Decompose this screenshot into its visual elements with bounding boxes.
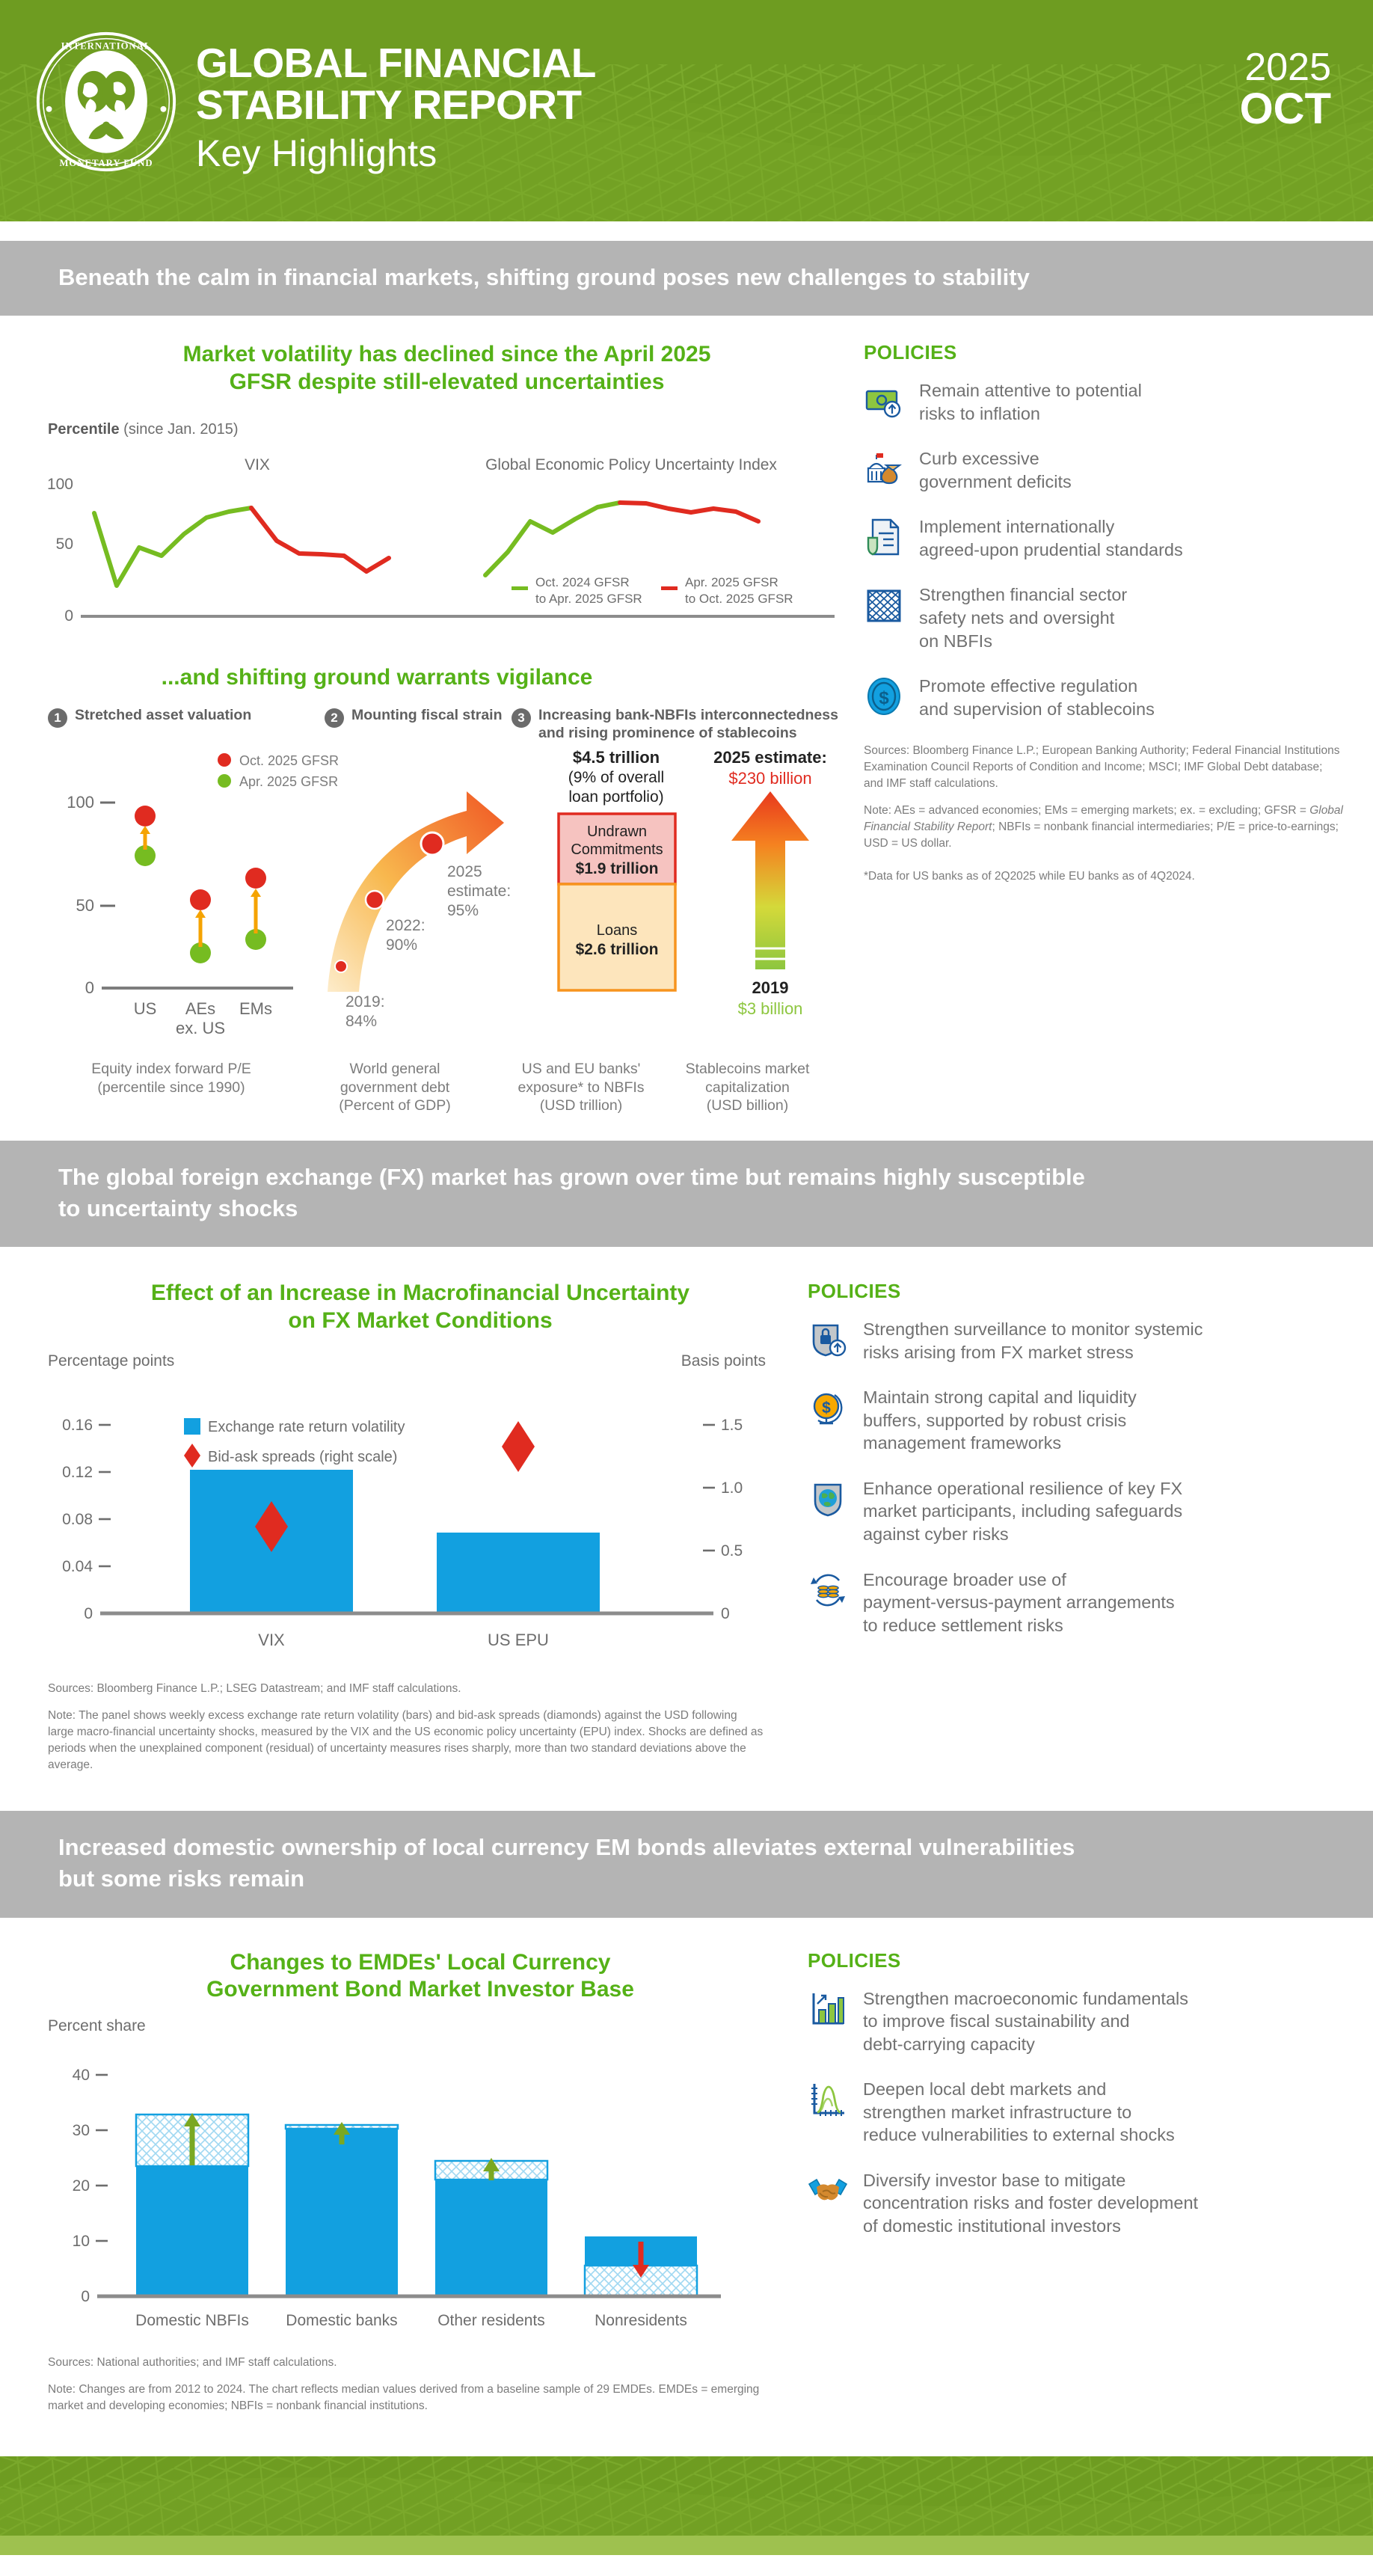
- panel2-caption-line2: government debt: [340, 1079, 450, 1096]
- epu-line-apr2025-oct2025: [620, 503, 758, 521]
- section1-sources: Sources: Bloomberg Finance L.P.; European Banking Authority; Federal Financial Institutions Examination Council Reports of Condition and Income; MSCI; IMF Global Debt database; and IMF staff calculations.: [864, 744, 1340, 791]
- panel1-legend-oct2025: Oct. 2025 GFSR: [239, 753, 340, 769]
- policy-text-line1: Maintain strong capital and liquidity: [863, 1387, 1137, 1408]
- vigilance-title: ...and shifting ground warrants vigilance: [161, 665, 593, 690]
- panel3-caption-line3: (USD trillion): [539, 1097, 623, 1114]
- panel3-stacked-box: [559, 748, 675, 990]
- section2-chart: [0, 1280, 808, 1784]
- panel1-caption: [48, 1054, 295, 1115]
- policy-text-line2: risks arising from FX market stress: [863, 1342, 1134, 1362]
- policy-item-operational-resilience[interactable]: [808, 1477, 1343, 1546]
- panel3-arrow-caption-line3: (USD billion): [706, 1097, 789, 1114]
- panel3-total-line1: $4.5 trillion: [572, 748, 660, 767]
- header-year: 2025: [1244, 46, 1331, 89]
- section1-policies-heading: POLICIES: [864, 341, 957, 364]
- panel3-undrawn-label1: Undrawn: [586, 824, 648, 841]
- policy-text-line2: market participants, including safeguards: [863, 1501, 1183, 1521]
- vigilance-panel3-header: [512, 707, 846, 742]
- emde-investor-base-chart: [48, 2019, 766, 2348]
- banknote-up-icon: [864, 381, 904, 421]
- chart1-axis-unit-rest: (since Jan. 2015): [119, 421, 239, 438]
- chart2-diamond-usepu: [502, 1421, 535, 1472]
- section2-sources-notes: [48, 1681, 766, 1773]
- panel2-label-2022: 2022:: [386, 917, 426, 935]
- section3-banner-line2: but some risks remain: [58, 1865, 305, 1892]
- section1-body: [0, 341, 1373, 1115]
- policy-text-line2: buffers, supported by robust crisis: [863, 1410, 1127, 1430]
- chart2-xlabel-usepu: US EPU: [488, 1631, 549, 1650]
- panel1-caption-line2: (percentile since 1990): [97, 1079, 245, 1096]
- panel2-label-2025: 2025: [447, 863, 482, 881]
- panel1-xlabel-us: US: [133, 999, 157, 1019]
- policy-text-line1: Remain attentive to potential: [919, 381, 1142, 401]
- spacer: [0, 1784, 1373, 1811]
- chart2-legend-swatch-bar: [184, 1418, 200, 1435]
- policy-text-line1: Diversify investor base to mitigate: [863, 2170, 1126, 2190]
- chart2-y2tick-0: 0: [721, 1605, 730, 1623]
- vigilance-panel3-number: 3: [512, 708, 531, 728]
- section1-banner: Beneath the calm in financial markets, shifting ground poses new challenges to stability: [0, 241, 1373, 316]
- policy-item-capital-buffers[interactable]: [808, 1386, 1343, 1455]
- chart2-legend-swatch-diamond: [184, 1444, 200, 1468]
- vigilance-captions: [48, 1054, 846, 1115]
- panel3-stablecoin-arrow: [713, 748, 827, 1018]
- section2-body: [0, 1280, 1373, 1784]
- vigilance-panel3-label-line2: and rising prominence of stablecoins: [538, 724, 797, 741]
- panel3-arrow-caption-line2: capitalization: [705, 1079, 790, 1096]
- shield-lock-up-icon: [808, 1319, 848, 1360]
- policy-text-line3: on NBFIs: [919, 631, 992, 651]
- dollar-coin-icon: [864, 676, 904, 717]
- spacer: [0, 1115, 1373, 1141]
- chart2-legend-label-bar: Exchange rate return volatility: [208, 1419, 405, 1436]
- section3-chart: [0, 1949, 808, 2425]
- policy-item-deepen-markets[interactable]: [808, 2078, 1343, 2147]
- policy-item-inflation[interactable]: [864, 379, 1343, 425]
- epu-line-oct2024-apr2025: [485, 503, 620, 575]
- panel3-arrow-shape: [731, 791, 809, 969]
- panel1-xlabel-aes-sub: ex. US: [175, 1019, 226, 1038]
- chart2-left-axis-unit: Percentage points: [48, 1352, 175, 1370]
- vigilance-panel1-number: 1: [48, 708, 67, 728]
- policy-text-line3: management frameworks: [863, 1433, 1062, 1453]
- panel1-xlabel-ems: EMs: [239, 999, 272, 1019]
- chart3-ytick-0: 0: [81, 2287, 90, 2305]
- panel-label-vix: VIX: [245, 458, 270, 474]
- section3-body: [0, 1949, 1373, 2425]
- panel3a-caption: [495, 1054, 667, 1115]
- section1-note-prefix: Note: AEs = advanced economies; EMs = emerging markets; ex. = excluding; GFSR =: [864, 804, 1310, 818]
- chart3-axis-unit: Percent share: [48, 2018, 146, 2034]
- policy-text-line2: to improve fiscal sustainability and: [863, 2011, 1130, 2031]
- chart3-ytick-10: 10: [72, 2232, 90, 2250]
- section2-sources: Sources: Bloomberg Finance L.P.; LSEG Datastream; and IMF staff calculations.: [48, 1682, 461, 1696]
- policy-item-safety-nets[interactable]: [864, 583, 1343, 652]
- header-month: OCT: [1239, 85, 1331, 133]
- svg-text:MONETARY FUND: MONETARY FUND: [59, 158, 153, 169]
- chart2-y2tick-10: 1.0: [721, 1479, 743, 1497]
- chart2-ytick-008: 0.08: [62, 1511, 93, 1529]
- chart3-bar-nbfis-base: [136, 2166, 248, 2296]
- section1-footnote: *Data for US banks as of 2Q2025 while EU banks as of 4Q2024.: [864, 870, 1195, 883]
- vigilance-panel2-number: 2: [325, 708, 344, 728]
- chart2-legend-label-diamond: Bid-ask spreads (right scale): [208, 1449, 398, 1466]
- policy-text-line2: agreed-upon prudential standards: [919, 539, 1183, 559]
- chart1-legend: [512, 575, 793, 606]
- legend2-line2: to Oct. 2025 GFSR: [685, 592, 793, 607]
- section2-policies-heading: POLICIES: [808, 1280, 901, 1303]
- policy-text-line3: against cyber risks: [863, 1524, 1009, 1544]
- panel1-xlabel-aes: AEs: [185, 999, 216, 1019]
- distribution-curve-icon: [808, 2079, 848, 2120]
- chart2-ytick-012: 0.12: [62, 1464, 93, 1482]
- chart2-ytick-004: 0.04: [62, 1558, 93, 1576]
- panel3-total-line3: loan portfolio): [568, 788, 664, 806]
- panel3-arrow-caption-line1: Stablecoins market: [685, 1061, 810, 1078]
- vix-line-oct2024-apr2025: [94, 508, 251, 586]
- policy-text-line1: Implement internationally: [919, 517, 1115, 537]
- section3-sources: Sources: National authorities; and IMF staff calculations.: [48, 2355, 337, 2369]
- panel3-undrawn-label2: Commitments: [571, 841, 663, 859]
- panel3-arrow-top-label: 2025 estimate:: [713, 748, 827, 767]
- chart3-xlabel-banks: Domestic banks: [286, 2311, 398, 2329]
- chart2-ytick-0: 0: [84, 1605, 93, 1623]
- panel2-point-2019: [335, 960, 347, 972]
- footer-accent-bar: [0, 2536, 1373, 2555]
- policy-text-line1: Strengthen surveillance to monitor systemic: [863, 1319, 1203, 1340]
- panel1-dot-aes-oct: [190, 889, 211, 910]
- panel1-dot-ems-oct: [245, 868, 266, 889]
- section1-note-italic: Global Financial Stability Report: [864, 804, 1343, 834]
- legend2-line1: Apr. 2025 GFSR: [685, 575, 778, 590]
- panel1-ytick-100: 100: [67, 793, 94, 812]
- chart3-title-line2: Government Bond Market Investor Base: [206, 1977, 634, 2002]
- chart2-y2tick-05: 0.5: [721, 1542, 743, 1560]
- policy-item-diversify-investors[interactable]: [808, 2169, 1343, 2238]
- policy-text-line2: risks to inflation: [919, 403, 1040, 423]
- panel2-point-2025: [421, 832, 443, 855]
- svg-text:$: $: [879, 688, 889, 709]
- vigilance-panel1-header: [48, 707, 325, 742]
- section2-policies: [808, 1280, 1373, 1784]
- panel3-total-line2: (9% of overall: [568, 769, 665, 787]
- safety-net-icon: [864, 585, 904, 625]
- handshake-icon: [808, 2171, 848, 2211]
- policy-text-line2: payment-versus-payment arrangements: [863, 1592, 1175, 1613]
- dollar-globe-icon: [808, 1387, 848, 1428]
- policy-text-line3: debt-carrying capacity: [863, 2034, 1035, 2054]
- vigilance-panel1-label: Stretched asset valuation: [75, 707, 252, 724]
- panel3b-caption: [667, 1054, 828, 1115]
- policy-text-line3: to reduce settlement risks: [863, 1615, 1063, 1635]
- panel3-caption-line2: exposure* to NBFIs: [517, 1079, 645, 1096]
- panel2-value-2022: 90%: [386, 936, 418, 954]
- panel2-sub-2025: estimate:: [447, 883, 512, 901]
- chart1-title-line2: GFSR despite still-elevated uncertainties: [229, 369, 665, 394]
- spacer: [0, 221, 1373, 241]
- chart3-xlabel-nonres: Nonresidents: [595, 2311, 687, 2329]
- shield-globe-icon: [808, 1479, 848, 1519]
- legend1-line2: to Apr. 2025 GFSR: [535, 592, 642, 607]
- chart2-title-line2: on FX Market Conditions: [288, 1307, 553, 1333]
- capitol-moneybag-icon: [864, 449, 904, 489]
- footer-mesh-pattern: [0, 2456, 1373, 2536]
- policy-text-line2: concentration risks and foster development: [863, 2193, 1199, 2213]
- policy-text-line1: Strengthen financial sector: [919, 585, 1128, 605]
- section2-banner: [0, 1141, 1373, 1247]
- chart2-right-axis-unit: Basis points: [681, 1352, 766, 1370]
- policy-item-macro-fundamentals[interactable]: [808, 1987, 1343, 2056]
- vigilance-panel2-header: [325, 707, 512, 742]
- footer-strip: [0, 2456, 1373, 2536]
- panel2-value-2025: 95%: [447, 902, 479, 920]
- section3-policies: [808, 1949, 1373, 2425]
- policy-text-line1: Curb excessive: [919, 449, 1039, 469]
- chart2-xlabel-vix: VIX: [258, 1631, 285, 1650]
- vigilance-panel3-label-line1: Increasing bank-NBFIs interconnectedness: [538, 707, 838, 724]
- section3-policies-heading: POLICIES: [808, 1948, 901, 1972]
- report-title-line1: GLOBAL FINANCIAL: [196, 40, 596, 86]
- panel1-ytick-0: 0: [85, 978, 94, 998]
- report-header: [0, 0, 1373, 221]
- chart2-title-line1: Effect of an Increase in Macrofinancial Uncertainty: [150, 1281, 690, 1306]
- vigilance-graphics: [48, 745, 848, 1059]
- policy-text-line1: Enhance operational resilience of key FX: [863, 1478, 1183, 1498]
- panel2-fiscal-arrow: [328, 791, 511, 1030]
- section1-note: [864, 803, 1343, 852]
- header-date: [1240, 48, 1331, 132]
- fx-market-bar-chart: [48, 1352, 766, 1674]
- chart3-title-line1: Changes to EMDEs' Local Currency: [230, 1949, 611, 1975]
- chart2-ytick-016: 0.16: [62, 1417, 93, 1435]
- policy-text-line2: strengthen market infrastructure to: [863, 2102, 1132, 2122]
- bar-chart-up-icon: [808, 1989, 848, 2029]
- policy-text-line1: Deepen local debt markets and: [863, 2079, 1107, 2100]
- section3-sources-notes: [48, 2355, 766, 2414]
- section1-note-suffix: ; NBFIs = nonbank financial intermediaries; P/E = price-to-earnings; USD = US dollar.: [864, 821, 1339, 850]
- chart1-linecharts: [48, 458, 846, 654]
- panel2-value-2019: 84%: [345, 1013, 378, 1031]
- vix-epu-line-chart: [48, 458, 841, 651]
- chart2-bar-usepu: [437, 1533, 600, 1613]
- vigilance-headers: [48, 707, 846, 742]
- chart3-title: [91, 1949, 749, 2004]
- panel2-caption-line3: (Percent of GDP): [339, 1097, 451, 1114]
- policy-text-line3: reduce vulnerabilities to external shocks: [863, 2125, 1175, 2145]
- chart3-xlabel-other: Other residents: [437, 2311, 545, 2329]
- panel1-ytick-50: 50: [76, 896, 94, 916]
- chart1-axis-unit: [48, 421, 846, 438]
- policy-text-line1: Strengthen macroeconomic fundamentals: [863, 1988, 1188, 2008]
- panel3-undrawn-value: $1.9 trillion: [575, 860, 659, 878]
- section1-sources-notes: [864, 743, 1343, 885]
- policy-text-line2: and supervision of stablecoins: [919, 699, 1155, 719]
- panel3-arrow-top-value: $230 billion: [728, 769, 812, 788]
- panel2-caption-line1: World general: [349, 1061, 440, 1078]
- section2-banner-line2: to uncertainty shocks: [58, 1195, 298, 1221]
- panel3-loans-label: Loans: [596, 922, 638, 939]
- chart1-axis-unit-bold: Percentile: [48, 421, 120, 438]
- panel3-loans-value: $2.6 trillion: [575, 941, 659, 959]
- policy-text-line2: safety nets and oversight: [919, 607, 1115, 628]
- chart3-ytick-30: 30: [72, 2121, 90, 2139]
- chart1-title: [126, 341, 769, 396]
- panel3-caption-line1: US and EU banks': [521, 1061, 641, 1078]
- section3-note: Note: Changes are from 2012 to 2024. The chart reflects median values derived from a baseline sample of 29 EMDEs. EMDEs = emerging market and developing economies; NBFIs = nonbank financial institutions.: [48, 2382, 760, 2412]
- section3-banner: [0, 1811, 1373, 1917]
- panel3-arrow-bottom-value: $3 billion: [737, 999, 803, 1019]
- report-title-line2: STABILITY REPORT: [196, 82, 582, 129]
- policy-item-pvp[interactable]: [808, 1568, 1343, 1637]
- policy-item-surveillance[interactable]: [808, 1318, 1343, 1364]
- vigilance-panel2-label: Mounting fiscal strain: [351, 707, 503, 724]
- panel2-caption: [295, 1054, 495, 1115]
- panel2-label-2019: 2019:: [345, 993, 385, 1011]
- policy-item-stablecoins[interactable]: [864, 675, 1343, 720]
- chart3-bar-other-base: [435, 2180, 547, 2296]
- chart3-ytick-20: 20: [72, 2177, 90, 2195]
- y-tick-0: 0: [64, 607, 73, 625]
- policy-text-line2: government deficits: [919, 471, 1072, 491]
- y-tick-100: 100: [48, 476, 73, 494]
- policy-text-line1: Promote effective regulation: [919, 676, 1138, 696]
- chart3-ytick-40: 40: [72, 2066, 90, 2084]
- report-subtitle: Key Highlights: [196, 132, 437, 175]
- chart2-y2tick-15: 1.5: [721, 1417, 743, 1435]
- legend1-line1: Oct. 2024 GFSR: [535, 575, 630, 590]
- section1-policies: [864, 341, 1373, 1115]
- chart3-bar-banks-base: [286, 2129, 398, 2296]
- panel1-dot-us-oct: [135, 806, 156, 827]
- panel3-arrow-bottom-label: 2019: [752, 978, 789, 998]
- document-shield-icon: [864, 517, 904, 557]
- section2-banner-line1: The global foreign exchange (FX) market has grown over time but remains highly susceptible: [58, 1163, 1085, 1190]
- header-title-group: [196, 42, 596, 175]
- svg-text:INTERNATIONAL: INTERNATIONAL: [61, 40, 152, 52]
- chart2-title: [91, 1280, 749, 1334]
- vix-line-apr2025-oct2025: [251, 508, 389, 571]
- policy-text-line3: of domestic institutional investors: [863, 2216, 1121, 2236]
- section2-note: Note: The panel shows weekly excess exchange rate return volatility (bars) and bid-ask spreads (diamonds) against the USD following large macro-financial uncertainty shocks, measured by the VIX and the US economic policy uncertainty (EPU) index. Shocks are defined as periods when the unexplained component (residual) of uncertainty measures rises sharply, more than two standard deviations above the average.: [48, 1709, 764, 1772]
- section1-charts: [0, 341, 864, 1115]
- panel-label-epu: Global Economic Policy Uncertainty Index: [485, 458, 777, 474]
- panel1-caption-line1: Equity index forward P/E: [91, 1061, 251, 1078]
- section3-banner-line1: Increased domestic ownership of local currency EM bonds alleviates external vulnerabilities: [58, 1834, 1075, 1861]
- coins-exchange-icon: [808, 1570, 848, 1610]
- chart1-title-line1: Market volatility has declined since the April 2025: [182, 342, 711, 367]
- svg-text:$: $: [822, 1399, 831, 1417]
- policy-text-line1: Encourage broader use of: [863, 1569, 1066, 1589]
- panel1-dotplot: [67, 753, 339, 1037]
- policy-item-prudential[interactable]: [864, 515, 1343, 561]
- imf-seal-logo: [33, 28, 179, 175]
- panel2-point-2022: [366, 891, 384, 909]
- chart3-xlabel-nbfis: Domestic NBFIs: [135, 2311, 249, 2329]
- y-tick-50: 50: [55, 536, 73, 553]
- policy-item-deficits[interactable]: [864, 447, 1343, 493]
- panel1-legend-apr2025: Apr. 2025 GFSR: [239, 774, 339, 790]
